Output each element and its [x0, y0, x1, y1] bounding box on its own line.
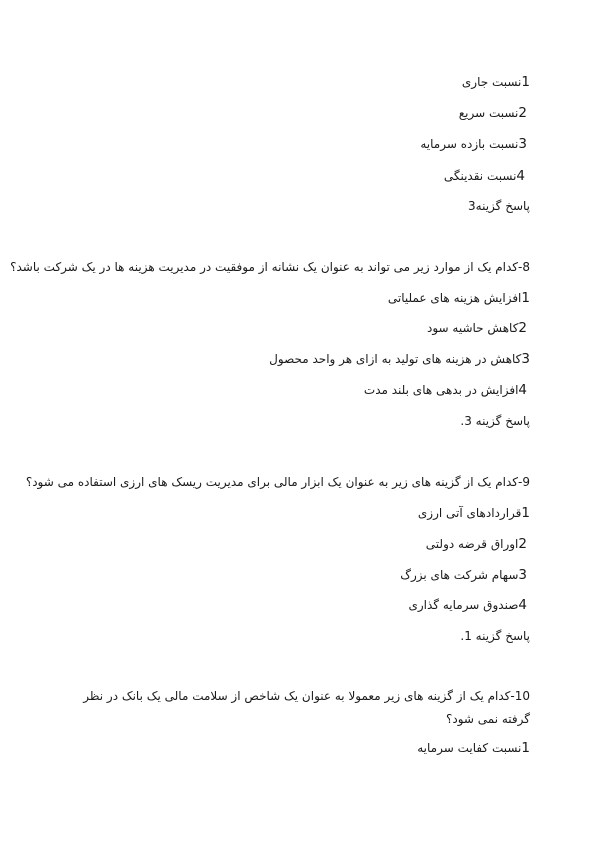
- q8-answer: پاسخ گزینه 3.: [460, 414, 530, 428]
- option-2: 2نسبت سریع: [458, 105, 527, 121]
- question-9: 9-کدام یک از گزینه های زیر به عنوان یک ابزار مالی برای مدیریت ریسک های ارزی استفاده می شود؟: [25, 475, 530, 489]
- q9-option-2: 2اوراق قرضه دولتی: [425, 536, 527, 552]
- q8-option-3: 3کاهش در هزینه های تولید به ازای هر واحد محصول: [269, 351, 530, 367]
- question-10: 10-کدام یک از گزینه های زیر معمولا به عنوان یک شاخص از سلامت مالی یک بانک در نظر گرفته نمی شود؟: [83, 689, 530, 726]
- q9-option-3: 3سهام شرکت های بزرگ: [400, 567, 527, 583]
- q8-option-1: 1افزایش هزینه های عملیاتی: [387, 290, 530, 306]
- option-1: 1نسبت جاری: [461, 74, 530, 90]
- question-8: 8-کدام یک از موارد زیر می تواند به عنوان یک نشانه از موفقیت در مدیریت هزینه ها در یک شرکت باشد؟: [10, 260, 530, 274]
- q9-option-1: 1قراردادهای آتی ارزی: [417, 505, 530, 521]
- q8-option-2: 2کاهش حاشیه سود: [427, 320, 527, 336]
- option-3: 3نسبت بازده سرمایه: [420, 136, 527, 152]
- q9-option-4: 4صندوق سرمایه گذاری: [408, 597, 527, 613]
- q9-answer: پاسخ گزینه 1.: [460, 629, 530, 643]
- answer-line: پاسخ گزینه3: [468, 199, 530, 213]
- option-4: 4نسبت نقدینگی: [443, 168, 525, 184]
- q10-option-1: 1نسبت کفایت سرمایه: [417, 740, 530, 756]
- q8-option-4: 4افزایش در بدهی های بلند مدت: [363, 382, 527, 398]
